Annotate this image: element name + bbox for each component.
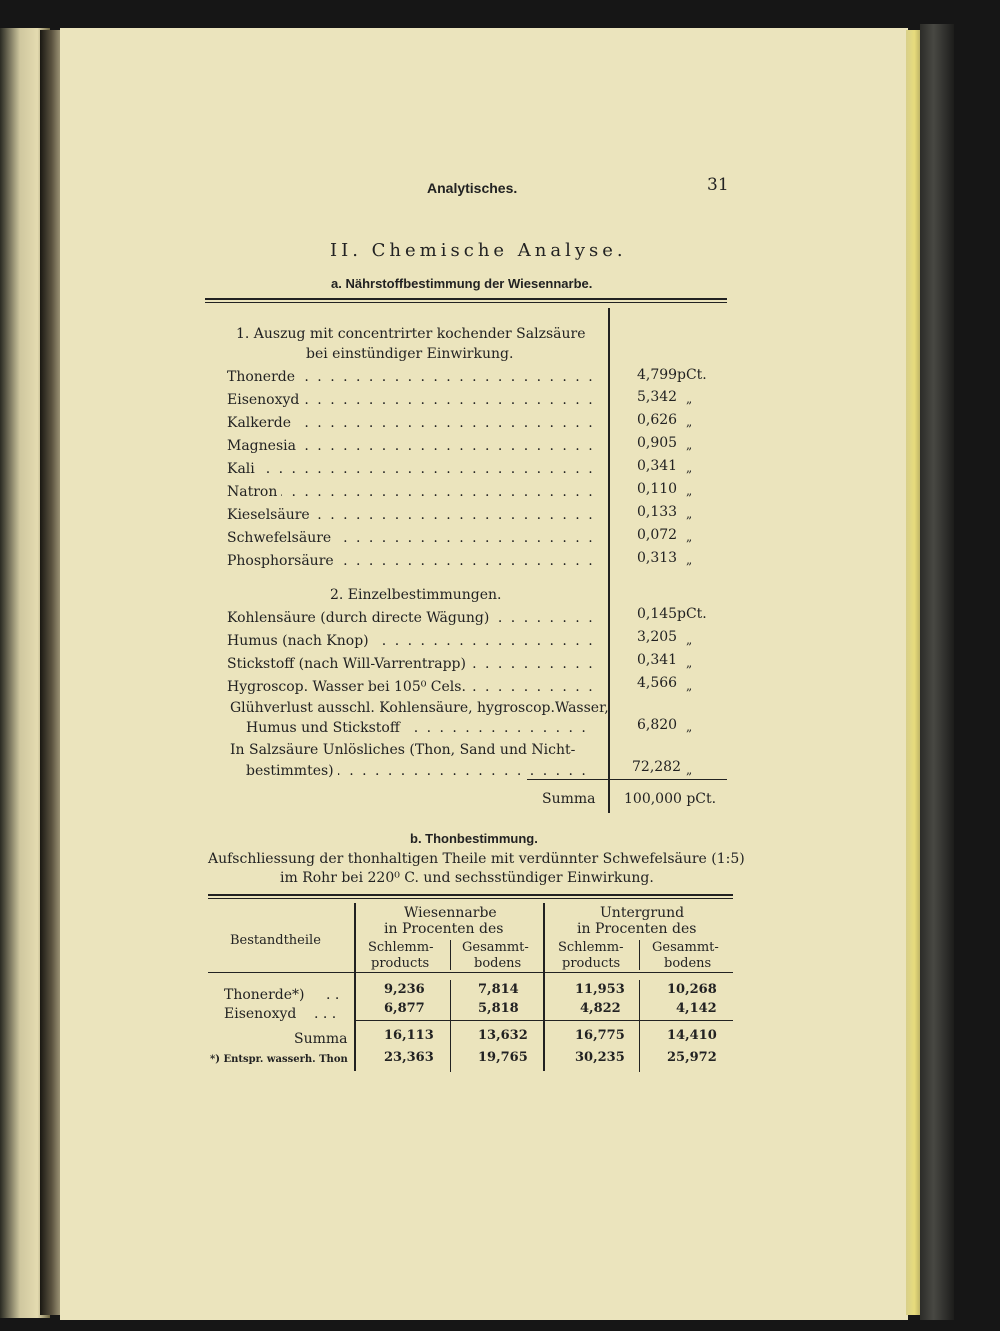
row-unit: „ — [686, 392, 693, 406]
row-label-text: Natron — [227, 484, 281, 500]
row-label-text: Eisenoxyd — [227, 392, 303, 408]
row-label-text: Kali — [227, 461, 259, 477]
cell: 11,953 — [575, 982, 625, 997]
row-label — [227, 438, 594, 454]
gluehverlust-unit: „ — [686, 720, 693, 734]
cell: 25,972 — [667, 1050, 717, 1065]
subsection-b-desc-line2: im Rohr bei 220⁰ C. und sechsstündiger Einwirkung. — [280, 870, 654, 886]
row-unit: pCt. — [677, 367, 707, 383]
subsection-b-desc-line1: Aufschliessung der thonhaltigen Theile mit verdünnter Schwefelsäure (1:5) — [208, 851, 745, 867]
part1-heading-line1: 1. Auszug mit concentrirter kochender Salzsäure — [236, 326, 586, 342]
row-label-text: Kohlensäure (durch directe Wägung) — [227, 610, 493, 626]
row-value: 4,799 — [637, 367, 678, 383]
cell: 7,814 — [478, 982, 519, 997]
row-thonerde-label: Thonerde*) — [224, 987, 305, 1003]
row-label — [227, 679, 594, 695]
cell: 13,632 — [478, 1028, 528, 1043]
row-label-text: Kalkerde — [227, 415, 295, 431]
group2-line2: in Procenten des — [577, 921, 697, 937]
row-unit: „ — [686, 415, 693, 429]
thonbestimmung-table — [208, 895, 733, 1075]
col-schlemm-2: products — [371, 956, 430, 971]
group1-line2: in Procenten des — [384, 921, 504, 937]
cell: 14,410 — [667, 1028, 717, 1043]
row-label — [227, 461, 594, 477]
double-rule-bottom — [205, 302, 727, 303]
cell: 10,268 — [667, 982, 717, 997]
subsection-a-title: a. Nährstoffbestimmung der Wiesennarbe. — [331, 276, 593, 291]
row-label-text: Stickstoff (nach Will-Varrentrapp) — [227, 656, 470, 672]
row-unit: „ — [686, 530, 693, 544]
row-value: 0,905 — [637, 435, 678, 451]
row-label — [227, 484, 594, 500]
row-value: 0,341 — [637, 458, 678, 474]
row-label — [227, 369, 594, 385]
summa-label: Summa — [542, 791, 596, 807]
row-label-text: Hygroscop. Wasser bei 105⁰ Cels. — [227, 679, 470, 695]
row-unit: „ — [686, 507, 693, 521]
row-value: 3,205 — [637, 629, 678, 645]
summa-rule — [527, 779, 727, 780]
row-unit: pCt. — [677, 606, 707, 622]
page — [60, 28, 908, 1320]
table-b-header-rule — [208, 972, 733, 973]
gluehverlust-line2 — [246, 720, 594, 736]
part2-heading: 2. Einzelbestimmungen. — [330, 587, 502, 603]
subsection-b-title: b. Thonbestimmung. — [410, 831, 538, 846]
cell: 6,877 — [384, 1001, 425, 1016]
page-edge — [906, 30, 920, 1315]
row-value: 0,133 — [637, 504, 678, 520]
unloesliches-line2-text: bestimmtes) — [246, 763, 338, 779]
cell: 4,142 — [676, 1001, 717, 1016]
cell: 9,236 — [384, 982, 425, 997]
page-number: 31 — [707, 175, 729, 195]
row-unit: „ — [686, 461, 693, 475]
row-label-text: Kieselsäure — [227, 507, 314, 523]
row-unit: „ — [686, 484, 693, 498]
col-schlemm-1: Schlemm- — [368, 940, 434, 955]
summa-value: 100,000 pCt. — [624, 791, 717, 807]
table-b-bodyline-2 — [639, 980, 640, 1072]
col-gesammt-1: Gesammt- — [462, 940, 529, 955]
unloesliches-value: 72,282 — [632, 759, 681, 775]
row-unit: „ — [686, 679, 693, 693]
row-label — [227, 656, 594, 672]
group1-line1: Wiesennarbe — [404, 905, 497, 921]
cell: 5,818 — [478, 1001, 519, 1016]
table-b-bodyline-1 — [450, 980, 451, 1072]
row-value: 0,072 — [637, 527, 678, 543]
col-gesammt-4: bodens — [664, 956, 712, 971]
group2-line1: Untergrund — [600, 905, 685, 921]
row-value: 4,566 — [637, 675, 678, 691]
row-label-text: Schwefelsäure — [227, 530, 335, 546]
row-eisenoxyd-label: Eisenoxyd — [224, 1006, 297, 1022]
cell: 4,822 — [580, 1001, 621, 1016]
table-b-vline-1 — [354, 903, 356, 1071]
table-b-subline-2 — [639, 940, 640, 970]
part1-heading-line2: bei einstündiger Einwirkung. — [306, 346, 514, 362]
table-b-subline-1 — [450, 940, 451, 970]
col-gesammt-2: bodens — [474, 956, 522, 971]
column-divider — [608, 308, 610, 813]
row-value: 5,342 — [637, 389, 678, 405]
row-label-text: Phosphorsäure — [227, 553, 338, 569]
row-label-text: Thonerde — [227, 369, 299, 385]
row-value: 0,626 — [637, 412, 678, 428]
row-label — [227, 610, 594, 626]
cell: 19,765 — [478, 1050, 528, 1065]
unloesliches-line2 — [246, 763, 594, 779]
row-label-text: Magnesia — [227, 438, 300, 454]
cell: 16,775 — [575, 1028, 625, 1043]
running-head: Analytisches. — [427, 180, 518, 196]
row-value: 0,341 — [637, 652, 678, 668]
row-dots: . . — [326, 987, 340, 1003]
unloesliches-unit: „ — [686, 763, 693, 777]
row-unit: „ — [686, 553, 693, 567]
row-value: 0,145 — [637, 606, 678, 622]
table-b-vline-2 — [543, 903, 545, 1071]
row-label — [227, 530, 594, 546]
table-b-summa-label: Summa — [294, 1031, 348, 1047]
row-unit: „ — [686, 656, 693, 670]
section-title: II. Chemische Analyse. — [330, 240, 627, 261]
row-label — [227, 507, 594, 523]
row-label-text: Humus (nach Knop) — [227, 633, 373, 649]
col-schlemm-3: Schlemm- — [558, 940, 624, 955]
cell: 30,235 — [575, 1050, 625, 1065]
cell: 23,363 — [384, 1050, 434, 1065]
row-dots: . . . — [314, 1006, 337, 1022]
unloesliches-line1: In Salzsäure Unlösliches (Thon, Sand und Nicht- — [230, 742, 576, 758]
gluehverlust-line1: Glühverlust ausschl. Kohlensäure, hygroscop.Wasser, — [230, 700, 609, 716]
row-unit: „ — [686, 438, 693, 452]
row-label — [227, 553, 594, 569]
row-value: 0,313 — [637, 550, 678, 566]
row-label — [227, 633, 594, 649]
row-label — [227, 392, 594, 408]
gluehverlust-value: 6,820 — [637, 717, 678, 733]
row-label — [227, 415, 594, 431]
gluehverlust-line2-text: Humus und Stickstoff — [246, 720, 404, 736]
row-value: 0,110 — [637, 481, 678, 497]
table-b-footnote-label: *) Entspr. wasserh. Thon — [210, 1054, 348, 1065]
cell: 16,113 — [384, 1028, 434, 1043]
row-unit: „ — [686, 633, 693, 647]
table-b-summa-rule — [356, 1020, 733, 1021]
cover-edge — [920, 24, 954, 1320]
col-schlemm-4: products — [562, 956, 621, 971]
double-rule-top — [205, 298, 727, 300]
header-bestandtheile: Bestandtheile — [230, 933, 321, 948]
col-gesammt-3: Gesammt- — [652, 940, 719, 955]
